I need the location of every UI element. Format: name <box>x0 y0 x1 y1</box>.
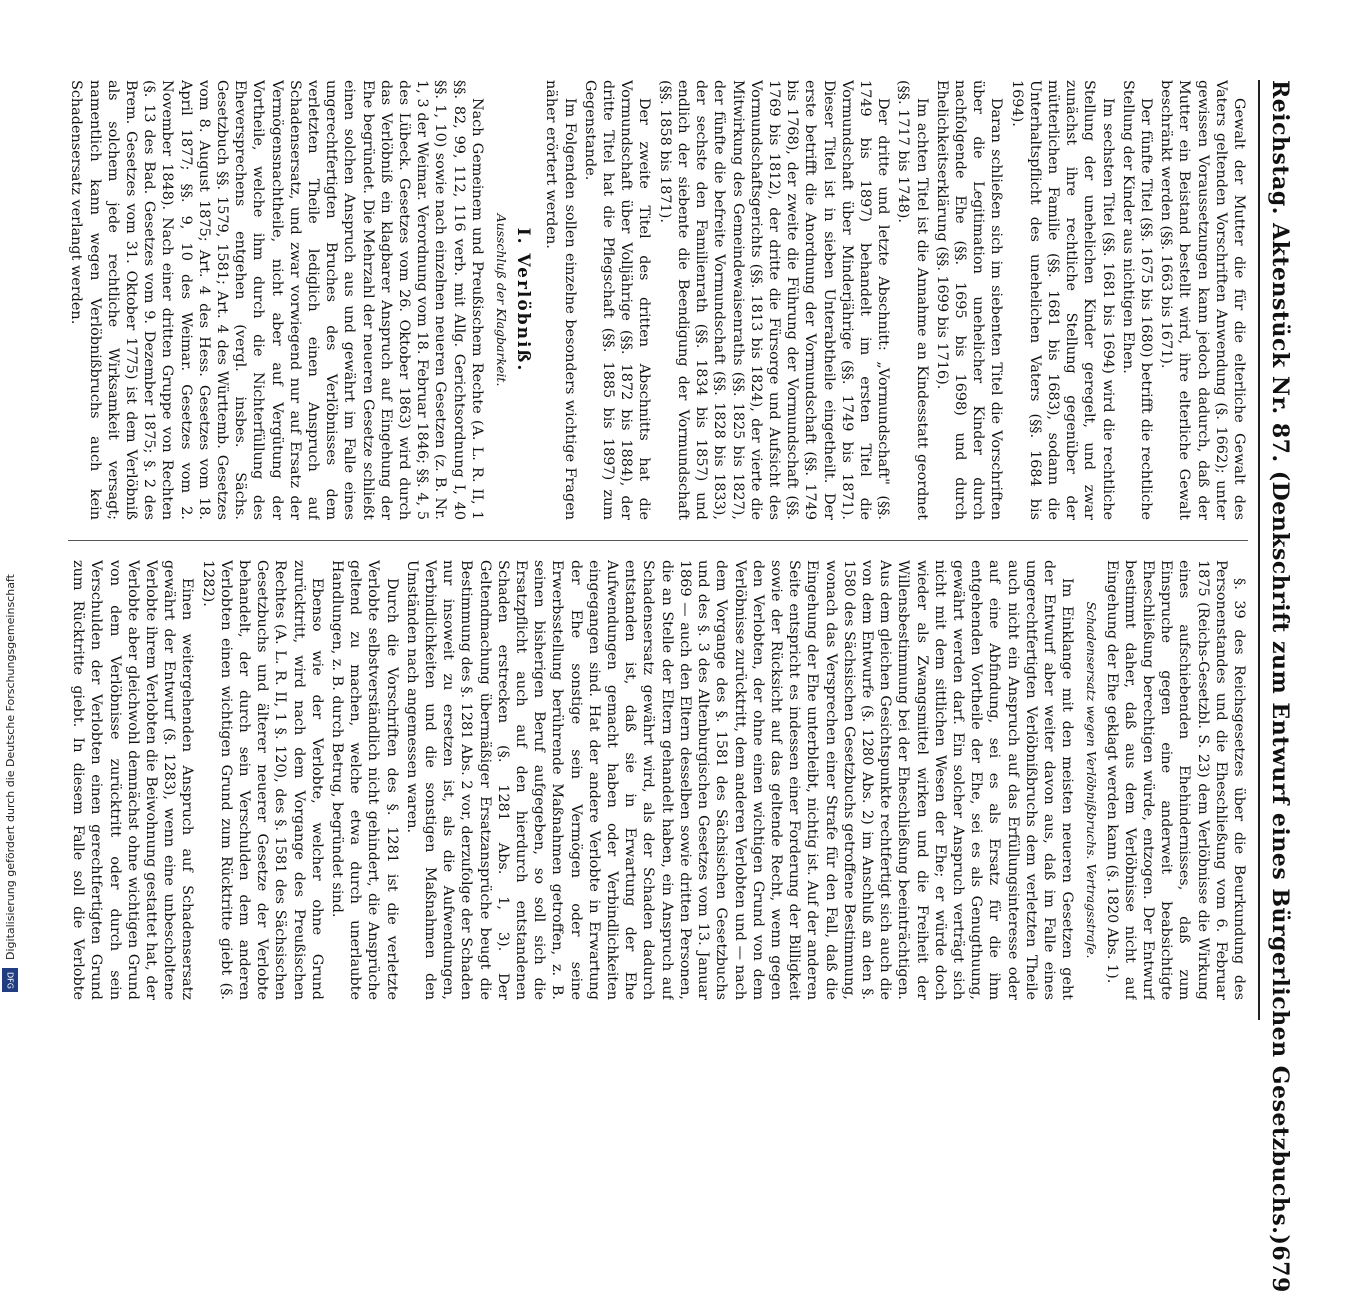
section-heading: I. Verlöbniß. <box>513 227 534 373</box>
section-subheading: Ausschluß der Klagbarkeit. <box>494 213 510 387</box>
sidebar-credit <box>0 0 24 1000</box>
column-divider <box>68 540 1248 541</box>
paragraph: Durch die Vorschriften des §. 1281 ist die verletzte Verlobte selbstverständlich nicht gehindert, die Ansprüche geltend zu machen, welche etwa durch unerlaubte Handlungen, z. B. durch Betrug, begründet sind. <box>329 560 400 1000</box>
paragraph: Nach Gemeinem und Preußischem Rechte (A. L. R. II, 1 §§. 82, 99, 112, 116 verb. mit Allg. Gerichtsordnung I, 40 §§. 1, 10) sowie nach einzelnen neueren Gesetzen (z. B. Nr. 1, 3 der Weimar. Verordnung vom 18. Februar 1846; §§. 4, 5 des Lübeck. Gesetzes vom 26. Oktober 1863) wird durch das Verlöbniß ein klagbarer Anspruch auf Eingehung der Ehe begründet. Die Mehrzahl der neueren Gesetze schließt einen solchen Anspruch aus und gewährt im Falle eines ungerechtfertigten Bruches des Verlöbnisses dem verletzten Theile lediglich einen Anspruch auf Schadensersatz, und zwar vorwiegend nur auf Ersatz der Vermögensnachtheile, nicht aber auf Vergütung der Vortheile, welche ihm durch die Nichterfüllung des Eheversprechens entgehen (vergl. insbes. Sächs. Gesetzbuch §§. 1579, 1581; Art. 4 des Württemb. Gesetzes vom 8. August 1875; Art. 4 des Hess. Gesetzes vom 18. April 1877; §§. 9, 10 des Weimar. Gesetzes vom 2. November 1848). Nach einer dritten Gruppe von Rechten (§. 13 des Bad. Gesetzes vom 9. Dezember 1875; §. 2 des Brem. Gesetzes vom 31. Oktober 1775) ist dem Verlöbniß als solchem jede rechtliche Wirksamkeit versagt; namentlich kann wegen Verlöbnißbruchs auch kein Schadensersatz verlangt werden. <box>68 80 485 520</box>
paragraph: Ebenso wie der Verlobte, welcher ohne Grund zurücktritt, wird nach dem Vorgange des Preußischen Rechtes (A. L. R. II, 1 §. 120), des §. 1581 des Sächsischen Gesetzbuchs und älterer neuerer Gesetze der Verlobte behandelt, der durch sein Verschulden dem anderen Verlobten einen wichtigen Grund zum Rücktritte giebt (§. 1282). <box>199 560 325 1000</box>
paragraph: Der dritte und letzte Abschnitt: „Vormundschaft" (§§. 1749 bis 1897) behandelt im ersten Titel die Vormundschaft über Minderjährige (§§. 1749 bis 1871). Dieser Titel ist in sieben Unterabtheile eingetheilt. Der erste betrifft die Anordnung der Vormundschaft (§§. 1749 bis 1768), der zweite die Führung der Vormundschaft (§§. 1769 bis 1812), der dritte die Fürsorge und Aufsicht des Vormundschaftsgerichts (§§. 1813 bis 1824), der vierte die Mitwirkung des Gemeindewaisenraths (§§. 1825 bis 1827), der fünfte die befreite Vormundschaft (§§. 1828 bis 1833), der sechste den Familienrath (§§. 1834 bis 1857) und endlich der siebente die Beendigung der Vormundschaft (§§. 1858 bis 1871). <box>656 80 892 520</box>
paragraph: Einen weitergehenden Anspruch auf Schadensersatz gewährt der Entwurf (§. 1283), wenn eine unbescholtene Verlobte ihrem Verlobten die Beiwohnung gestattet hat, der Verlobte aber gleichwohl demnächst ohne wichtigen Grund von dem Verlöbnisse zurücktritt oder durch sein Verschulden der Verlobten einen gerechtfertigten Grund zum Rücktritte giebt. In diesem Falle soll die Verlobte <box>70 560 196 1000</box>
right-column <box>68 560 1248 1000</box>
scanned-page <box>40 40 1300 1293</box>
paragraph: Daran schließen sich im siebenten Titel die Vorschriften über die Legitimation unehelicher Kinder durch nachfolgende Ehe (§§. 1695 bis 1698) und durch Ehelichkeitserklärung (§§. 1699 bis 1716). <box>933 80 1005 520</box>
page-title: Reichstag. Aktenstück Nr. 87. (Denkschrift zum Entwurf eines Bürgerlichen Gesetzbuchs.) <box>1267 80 1293 1246</box>
page-number: 679 <box>1267 1245 1293 1293</box>
paragraph: Gewalt der Mutter die für die elterliche Gewalt des Vaters geltenden Vorschriften Anwendung (§. 1662); unter gewissen Voraussetzungen kann jedoch dadurch, daß der Mutter ein Beistand bestellt wird, ihre elterliche Gewalt beschränkt werden (§§. 1663 bis 1671). <box>1158 80 1247 520</box>
paragraph: Der fünfte Titel (§§. 1675 bis 1680) betrifft die rechtliche Stellung der Kinder aus nichtigen Ehen. <box>1119 80 1154 520</box>
paragraph: §. 39 des Reichsgesetzes über die Beurkundung des Personenstandes und die Eheschließung vom 6. Februar 1875 (Reichs-Gesetzbl. S. 23) dem Verlöbnisse die Wirkung eines aufschiebenden Ehehindernisses, daß zum Einspruche gegen eine anderweit beabsichtigte Eheschließung berechtigen würde, entzogen. Der Entwurf bestimmt daher, daß aus dem Verlöbnisse nicht auf Eingehung der Ehe geklagt werden kann (§. 1820 Abs. 1). <box>1103 560 1247 1000</box>
credit-text: Digitalisierung gefördert durch die Deutsche Forschungsgemeinschaft <box>4 574 17 960</box>
subheading: Schadensersatz wegen Verlöbnißbruchs. Vertragsstrafe. <box>1084 601 1100 959</box>
paragraph: Im sechsten Titel (§§. 1681 bis 1694) wird die rechtliche Stellung der unehelichen Kinder geregelt, und zwar zunächst ihre rechtliche Stellung gegenüber der mütterlichen Familie (§§. 1681 bis 1683), sodann die Unterhaltspflicht des unehelichen Vaters (§§. 1684 bis 1694). <box>1008 80 1116 520</box>
paragraph: Der zweite Titel des dritten Abschnitts hat die Vormundschaft über Volljährige (§§. 1872 bis 1884), der dritte Titel hat die Pflegschaft (§§. 1885 bis 1897) zum Gegenstande. <box>581 80 653 520</box>
dfg-logo: DFG <box>2 968 18 992</box>
page-header <box>1258 80 1300 1293</box>
left-column <box>68 80 1248 520</box>
paragraph: Im Folgenden sollen einzelne besonders wichtige Fragen näher erörtert werden. <box>543 80 578 520</box>
paragraph: Im achten Titel ist die Annahme an Kindesstatt geordnet (§§. 1717 bis 1748). <box>895 80 930 520</box>
paragraph: Im Einklange mit den meisten neueren Gesetzen geht der Entwurf aber weiter davon aus, daß im Falle eines ungerechtfertigten Verlöbnißbruchs dem verletzten Theile auch nicht ein Anspruch auf das Erfüllungsinteresse oder auf eine Abfindung, sei es als Ersatz für die ihm entgehenden Vortheile der Ehe, sei es als Genugthuung, gewährt werden darf. Ein solcher Anspruch verträgt sich nicht mit dem sittlichen Wesen der Ehe; er würde doch wieder als Zwangsmittel wirken und die Freiheit der Willensbestimmung bei der Eheschließung beeinträchtigen. Aus dem gleichen Gesichtspunkte rechtfertigt sich auch die von dem Entwurfe (§. 1280 Abs. 2) im Anschluß an den §. 1580 des Sächsischen Gesetzbuchs getroffene Bestimmung, wonach das Versprechen einer Strafe für den Fall, daß die Eingehung der Ehe unterbleibt, nichtig ist. Auf der anderen Seite entspricht es indessen einer Forderung der Billigkeit sowie der Rücksicht auf das geltende Recht, wenn gegen den Verlobten, der ohne einen wichtigen Grund von dem Verlöbnisse zurücktritt, dem anderen Verlobten und — nach dem Vorgange des §. 1581 des Sächsischen Gesetzbuchs und des §. 3 des Altenburgischen Gesetzes vom 13. Januar 1869 — auch den Eltern desselben sowie dritten Personen, die an Stelle der Eltern gehandelt haben, ein Anspruch auf Schadensersatz gewährt wird, als der Schaden dadurch entstanden ist, daß sie in Erwartung der Ehe Aufwendungen gemacht haben oder Verbindlichkeiten eingegangen sind. Hat der andere Verlobte in Erwartung der Ehe sonstige sein Vermögen oder seine Erwerbsstellung berührende Maßnahmen getroffen, z. B. seinen bisherigen Beruf aufgegeben, so soll sich die Ersatzpflicht auch auf den hierdurch entstandenen Schaden erstrecken (§. 1281 Abs. 1, 3). Der Geltendmachung übermäßiger Ersatzansprüche beugt die Bestimmung des §. 1281 Abs. 2 vor, derzufolge der Schaden nur insoweit zu ersetzen ist, als die Aufwendungen, Verbindlichkeiten und die sonstigen Maßnahmen den Umständen nach angemessen waren. <box>403 560 1076 1000</box>
